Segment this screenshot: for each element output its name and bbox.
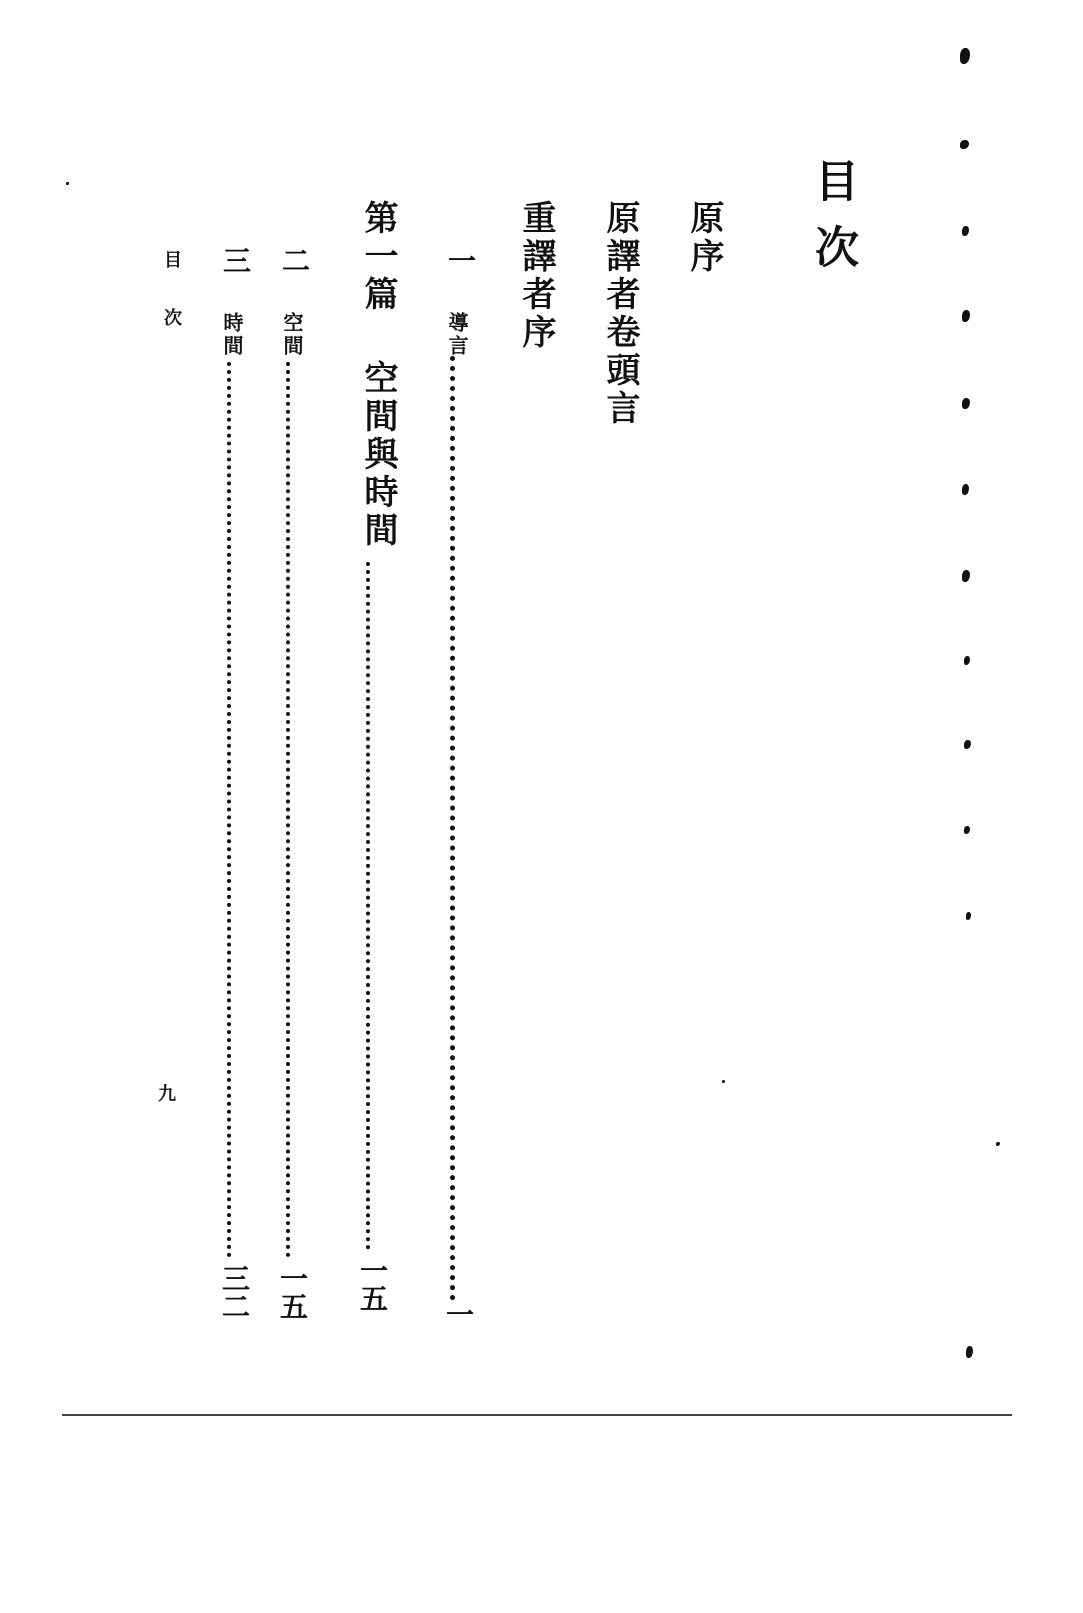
scan-speck (66, 182, 69, 185)
scan-speck (966, 1346, 973, 1358)
dot-leader-section-1 (450, 356, 455, 1301)
toc-entry-preface[interactable]: 原序 (684, 200, 724, 276)
folio-page-number: 九 (158, 1084, 176, 1105)
toc-entry-section-3[interactable]: 時間 (220, 312, 244, 358)
dot-leader-part (366, 562, 370, 1250)
scan-speck (962, 310, 970, 322)
scan-speck (964, 656, 970, 665)
bottom-rule (62, 1414, 1012, 1416)
page-number-section-1: 一 (442, 1300, 475, 1328)
dot-leader-section-2 (286, 362, 290, 1258)
part-title[interactable]: 空間與時間 (358, 360, 398, 550)
scan-speck (964, 826, 970, 834)
scan-speck (962, 570, 970, 582)
page-number-section-2: 一五 (276, 1264, 309, 1320)
page-number-part: 一五 (356, 1256, 389, 1312)
page-title: 目次 (807, 158, 858, 290)
running-head: 目次 (161, 250, 182, 366)
section-number-3: 三 (219, 246, 252, 274)
scan-speck (960, 48, 970, 64)
toc-entry-original-translator-foreword[interactable]: 原譯者卷頭言 (600, 200, 640, 428)
page-number-section-3: 三二 (218, 1264, 251, 1320)
toc-entry-retranslator-preface[interactable]: 重譯者序 (516, 200, 556, 352)
dot-leader-section-3 (227, 362, 231, 1258)
scan-speck (964, 740, 971, 749)
scan-speck (962, 226, 969, 236)
scan-speck (966, 912, 971, 920)
toc-entry-section-2[interactable]: 空間 (280, 312, 304, 358)
section-number-2: 二 (278, 246, 311, 274)
scan-speck (962, 398, 970, 409)
scan-speck (960, 140, 969, 149)
section-number-1: 一 (444, 246, 477, 274)
toc-entry-section-1[interactable]: 導言 (445, 312, 469, 358)
scan-speck (722, 1080, 725, 1083)
part-number[interactable]: 第一篇 (358, 200, 398, 314)
scan-speck (962, 484, 969, 495)
scan-speck (996, 1142, 1000, 1146)
